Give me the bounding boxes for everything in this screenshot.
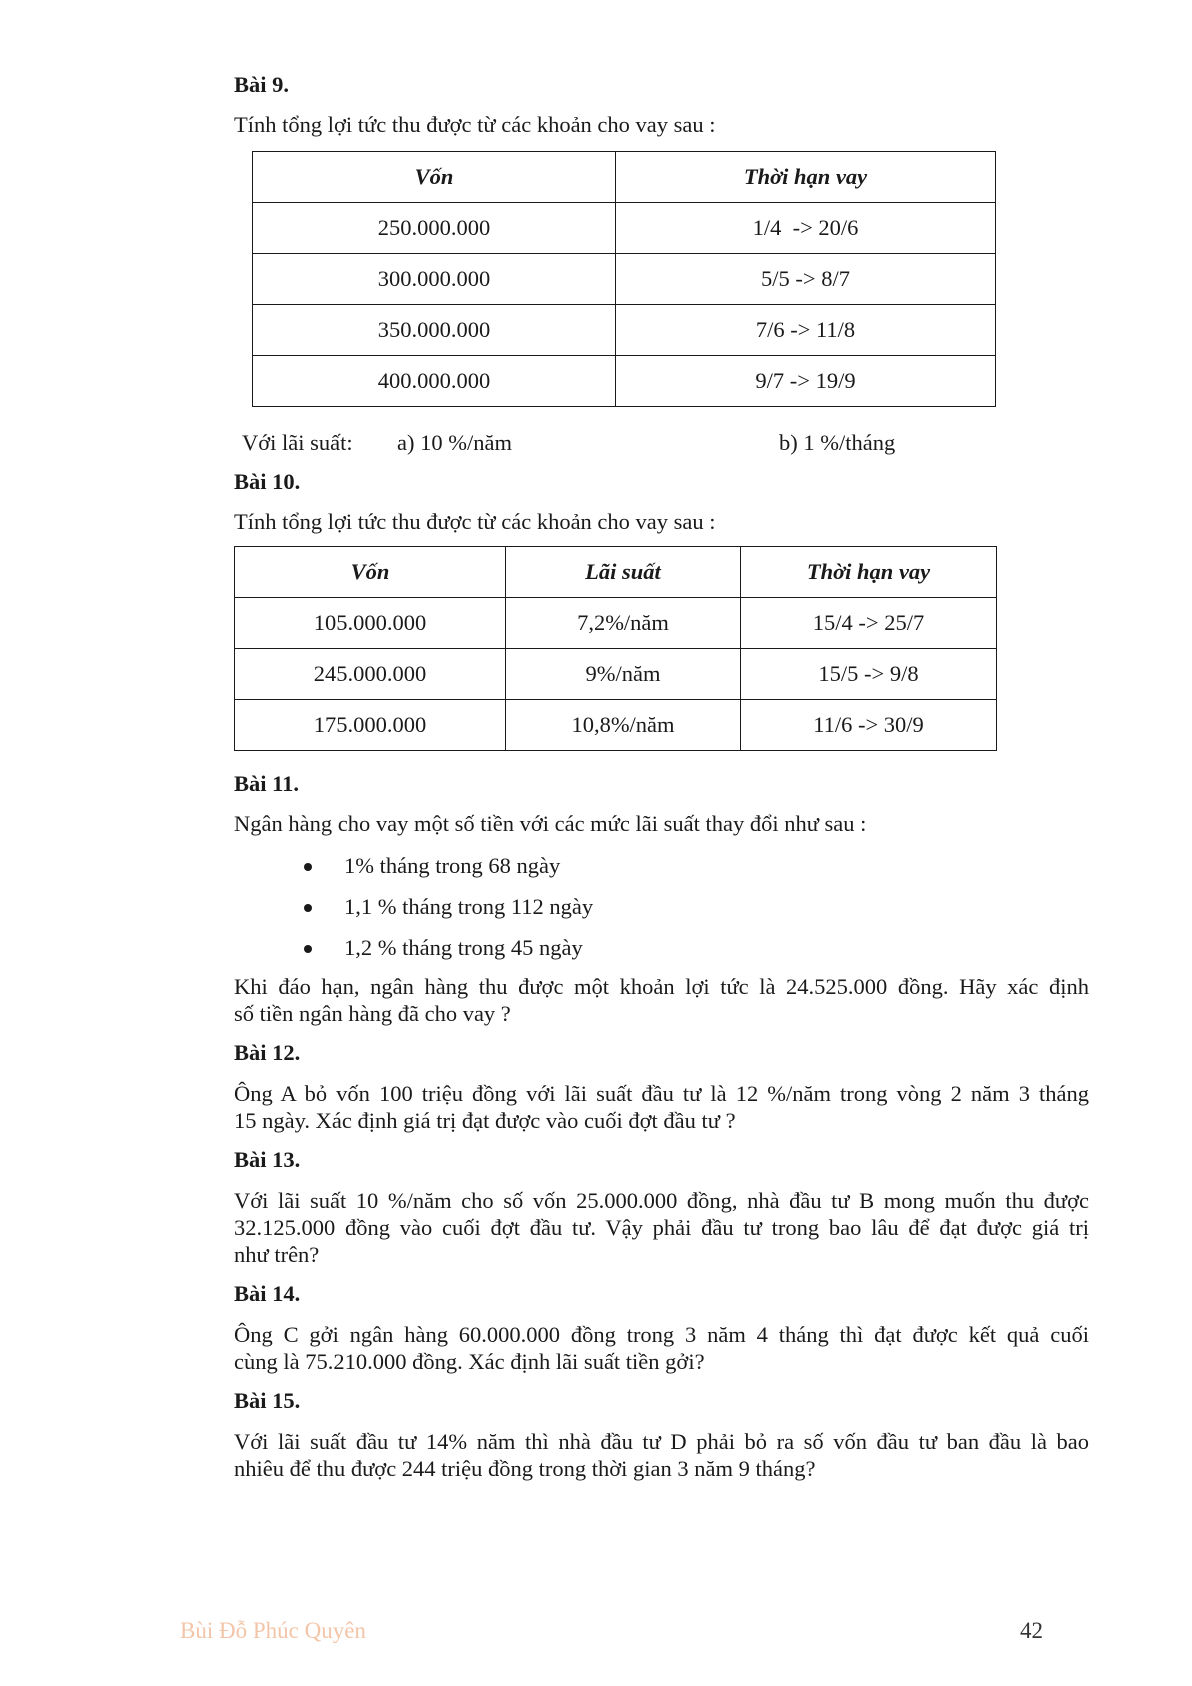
bai9-rate-a: a) 10 %/năm <box>397 430 512 455</box>
cell-von: 300.000.000 <box>253 254 616 305</box>
bai11-intro: Ngân hàng cho vay một số tiền với các mức lãi suất thay đổi như sau : <box>234 811 867 836</box>
bai12-text-line: 15 ngày. Xác định giá trị đạt được vào cuối đợt đầu tư ? <box>234 1108 736 1133</box>
header-von: Vốn <box>235 547 506 598</box>
table-row <box>235 700 997 751</box>
footer-author: Bùi Đỗ Phúc Quyên <box>180 1618 366 1643</box>
table-row <box>253 254 996 305</box>
bai11-text-line: số tiền ngân hàng đã cho vay ? <box>234 1001 511 1026</box>
bai12-text <box>234 1080 1089 1134</box>
bai14-heading: Bài 14. <box>234 1281 301 1306</box>
cell-lai-suat: 9%/năm <box>506 649 741 700</box>
table-row <box>235 598 997 649</box>
header-von: Vốn <box>253 152 616 203</box>
cell-von: 350.000.000 <box>253 305 616 356</box>
cell-lai-suat: 7,2%/năm <box>506 598 741 649</box>
bai11-text <box>234 973 1089 1027</box>
table-row <box>253 356 996 407</box>
table-row <box>253 305 996 356</box>
header-thoi-han-vay: Thời hạn vay <box>616 152 996 203</box>
cell-thoi-han: 9/7 -> 19/9 <box>616 356 996 407</box>
cell-von: 250.000.000 <box>253 203 616 254</box>
bai13-heading: Bài 13. <box>234 1147 301 1172</box>
table-row <box>235 649 997 700</box>
cell-thoi-han: 11/6 -> 30/9 <box>741 700 997 751</box>
list-item: 1,2 % tháng trong 45 ngày <box>300 934 593 975</box>
bai14-text-line: cùng là 75.210.000 đồng. Xác định lãi suất tiền gởi? <box>234 1349 705 1374</box>
cell-thoi-han: 7/6 -> 11/8 <box>616 305 996 356</box>
list-item: 1% tháng trong 68 ngày <box>300 852 593 893</box>
cell-thoi-han: 15/5 -> 9/8 <box>741 649 997 700</box>
bai14-text <box>234 1321 1089 1375</box>
cell-von: 105.000.000 <box>235 598 506 649</box>
bai13-text-line: Với lãi suất 10 %/năm cho số vốn 25.000.000 đồng, nhà đầu tư B mong muốn thu được <box>234 1188 1089 1213</box>
cell-von: 245.000.000 <box>235 649 506 700</box>
page-number: 42 <box>1020 1618 1043 1643</box>
header-lai-suat: Lãi suất <box>506 547 741 598</box>
bai15-text <box>234 1428 1089 1482</box>
bai11-text-line: Khi đáo hạn, ngân hàng thu được một khoản lợi tức là 24.525.000 đồng. Hãy xác định <box>234 974 1089 999</box>
cell-thoi-han: 1/4 -> 20/6 <box>616 203 996 254</box>
table-row <box>253 203 996 254</box>
bai9-table <box>252 151 996 407</box>
bai10-intro: Tính tổng lợi tức thu được từ các khoản cho vay sau : <box>234 509 716 534</box>
bai15-text-line: nhiêu để thu được 244 triệu đồng trong thời gian 3 năm 9 tháng? <box>234 1456 816 1481</box>
bai13-text-line: 32.125.000 đồng vào cuối đợt đầu tư. Vậy phải đầu tư trong bao lâu để đạt được giá trị <box>234 1215 1089 1240</box>
bai13-text <box>234 1187 1089 1268</box>
cell-thoi-han: 5/5 -> 8/7 <box>616 254 996 305</box>
cell-lai-suat: 10,8%/năm <box>506 700 741 751</box>
bai9-rate-label: Với lãi suất: <box>242 430 353 455</box>
bai13-text-line: như trên? <box>234 1242 320 1267</box>
bai11-heading: Bài 11. <box>234 771 300 796</box>
cell-thoi-han: 15/4 -> 25/7 <box>741 598 997 649</box>
bai9-intro: Tính tổng lợi tức thu được từ các khoản cho vay sau : <box>234 112 716 137</box>
bai12-heading: Bài 12. <box>234 1040 301 1065</box>
table-header-row <box>253 152 996 203</box>
bai9-rate-b: b) 1 %/tháng <box>779 430 896 455</box>
bai14-text-line: Ông C gởi ngân hàng 60.000.000 đồng trong 3 năm 4 tháng thì đạt được kết quả cuối <box>234 1322 1089 1347</box>
header-thoi-han-vay: Thời hạn vay <box>741 547 997 598</box>
bai15-text-line: Với lãi suất đầu tư 14% năm thì nhà đầu tư D phải bỏ ra số vốn đầu tư ban đầu là bao <box>234 1429 1089 1454</box>
bai10-heading: Bài 10. <box>234 469 301 494</box>
cell-von: 400.000.000 <box>253 356 616 407</box>
bai11-bullet-list <box>300 852 593 975</box>
bai12-text-line: Ông A bỏ vốn 100 triệu đồng với lãi suất đầu tư là 12 %/năm trong vòng 2 năm 3 tháng <box>234 1081 1089 1106</box>
list-item: 1,1 % tháng trong 112 ngày <box>300 893 593 934</box>
table-header-row <box>235 547 997 598</box>
bai10-table <box>234 546 997 751</box>
bai15-heading: Bài 15. <box>234 1388 301 1413</box>
cell-von: 175.000.000 <box>235 700 506 751</box>
bai9-heading: Bài 9. <box>234 72 290 97</box>
